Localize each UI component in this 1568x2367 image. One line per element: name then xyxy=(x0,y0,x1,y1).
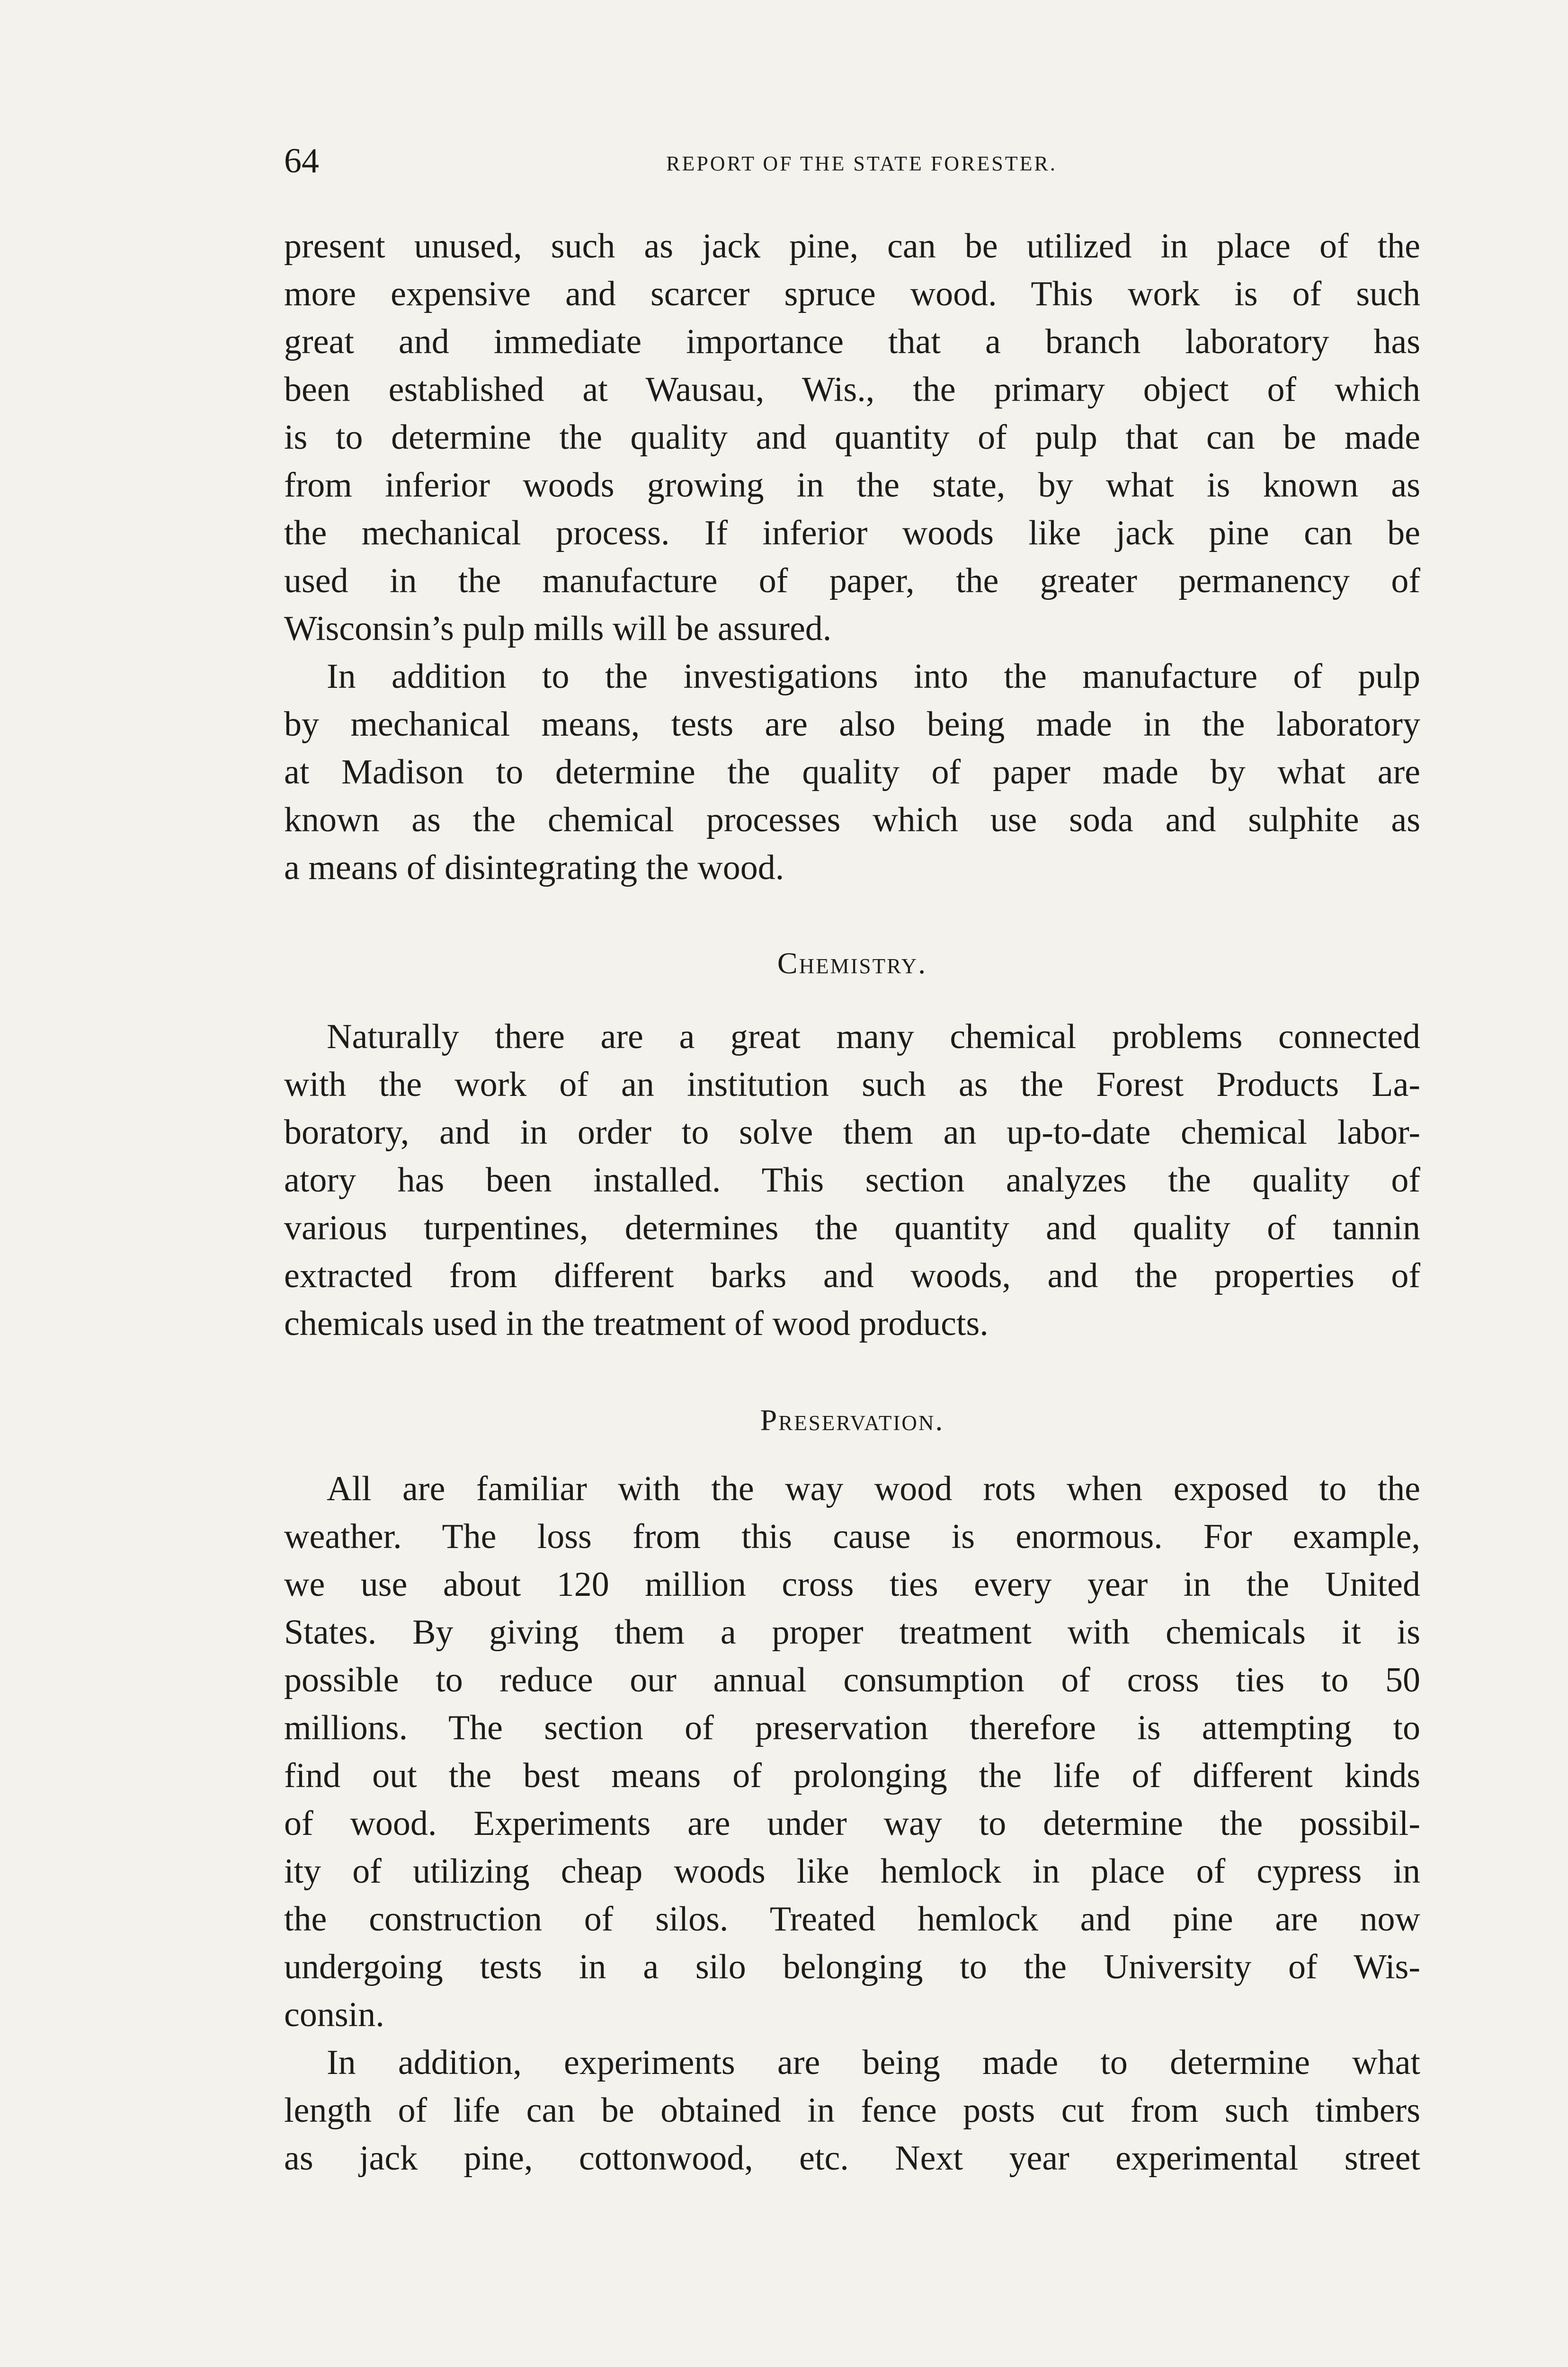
text-line: various turpentines, determines the quantity and quality of tannin xyxy=(284,1209,1420,1247)
section-heading-chemistry: Chemistry. xyxy=(777,946,927,980)
text-line: from inferior woods growing in the state, by what is known as xyxy=(284,466,1420,505)
text-line: length of life can be obtained in fence posts cut from such timbers xyxy=(284,2091,1420,2130)
text-line: In addition, experiments are being made to determine what xyxy=(327,2043,1420,2082)
text-line: consin. xyxy=(284,1995,384,2034)
running-title: REPORT OF THE STATE FORESTER. xyxy=(666,152,1057,175)
page-number: 64 xyxy=(284,142,319,180)
text-line: ity of utilizing cheap woods like hemlock in place of cypress in xyxy=(284,1852,1420,1891)
text-line: a means of disintegrating the wood. xyxy=(284,848,784,887)
text-line: weather. The loss from this cause is enormous. For example, xyxy=(284,1517,1420,1556)
page-header xyxy=(284,137,1420,185)
text-line: we use about 120 million cross ties every year in the United xyxy=(284,1565,1420,1604)
text-line: find out the best means of prolonging the life of different kinds xyxy=(284,1756,1420,1795)
text-line: possible to reduce our annual consumption of cross ties to 50 xyxy=(284,1661,1420,1700)
text-line: millions. The section of preservation therefore is attempting to xyxy=(284,1709,1420,1747)
text-line: Naturally there are a great many chemical problems connected xyxy=(327,1017,1420,1056)
text-line: of wood. Experiments are under way to determine the possibil- xyxy=(284,1804,1420,1843)
paragraph-block-pulp xyxy=(284,222,1420,892)
section-heading-preservation: Preservation. xyxy=(760,1403,944,1437)
text-line: chemicals used in the treatment of wood products. xyxy=(284,1304,989,1343)
text-line: been established at Wausau, Wis., the primary object of which xyxy=(284,370,1420,409)
text-line: the mechanical process. If inferior woods like jack pine can be xyxy=(284,514,1420,552)
text-line: used in the manufacture of paper, the greater permanency of xyxy=(284,561,1420,600)
text-line: present unused, such as jack pine, can be utilized in place of the xyxy=(284,227,1420,266)
text-line: undergoing tests in a silo belonging to the University of Wis- xyxy=(284,1948,1420,1986)
text-line: more expensive and scarcer spruce wood. This work is of such xyxy=(284,275,1420,313)
text-line: is to determine the quality and quantity of pulp that can be made xyxy=(284,418,1420,457)
text-line: the construction of silos. Treated hemlock and pine are now xyxy=(284,1900,1420,1939)
text-line: atory has been installed. This section analyzes the quality of xyxy=(284,1161,1420,1200)
text-line: at Madison to determine the quality of paper made by what are xyxy=(284,753,1420,792)
text-line: In addition to the investigations into the manufacture of pulp xyxy=(327,657,1420,696)
text-line: extracted from different barks and woods, and the properties of xyxy=(284,1256,1420,1295)
text-line: Wisconsin’s pulp mills will be assured. xyxy=(284,609,832,648)
text-line: States. By giving them a proper treatment with chemicals it is xyxy=(284,1613,1420,1652)
text-line: by mechanical means, tests are also being made in the laboratory xyxy=(284,705,1420,744)
paragraph-block-preservation xyxy=(284,1465,1420,2182)
text-line: as jack pine, cottonwood, etc. Next year experimental street xyxy=(284,2139,1420,2178)
text-line: known as the chemical processes which use soda and sulphite as xyxy=(284,801,1420,839)
text-line: with the work of an institution such as the Forest Products La- xyxy=(284,1065,1420,1104)
paragraph-block-chemistry xyxy=(284,1013,1420,1348)
text-line: boratory, and in order to solve them an up-to-date chemical labor- xyxy=(284,1113,1420,1152)
text-line: great and immediate importance that a branch laboratory has xyxy=(284,322,1420,361)
text-line: All are familiar with the way wood rots when exposed to the xyxy=(327,1469,1420,1508)
